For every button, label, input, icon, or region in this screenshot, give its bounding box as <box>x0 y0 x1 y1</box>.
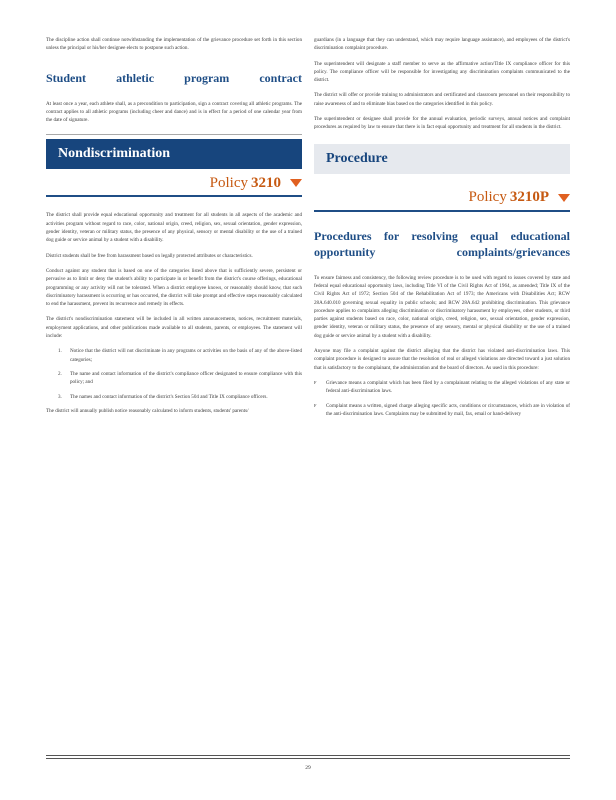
page-number: 29 <box>305 765 311 771</box>
policy-paragraph-compliance-officer: The superintendent will designate a staff member to serve as the affirmative action/Title IX compliance officer for this policy. The compliance officer will be responsible for investigating any discrimination complaints communicated to the district. <box>314 60 570 84</box>
footer-rule-top <box>46 755 570 756</box>
list-item: F Grievance means a complaint which has been filed by a complainant relating to the alleged violations of any state or federal anti-discrimination laws. <box>314 379 570 395</box>
policy-number: 3210 <box>251 174 281 191</box>
nondiscrimination-paragraph-3: Conduct against any student that is based on one of the categories listed above that is sufficiently severe, persistent or pervasive as to limit or deny the student's ability to participate in or benefit from the district's course offerings, educational programming or any activity will not be tolerated. When a district employee knows, or reasonably should know, that such discriminatory harassment is occurring or has occurred, the district will take prompt and effective steps reasonably calculated to end the harassment, prevent its recurrence and remedy its effects. <box>46 267 302 308</box>
nondiscrimination-paragraph-4: The district's nondiscrimination statement will be included in all written announcements, notices, recruitment materials, employment applications, and other publications made available to all students, parents, or employees. The statement will include: <box>46 316 302 340</box>
nondiscrimination-paragraph-1: The district shall provide equal educational opportunity and treatment for all students in all aspects of the academic and activities program without regard to race, color, national origin, creed, religion, sex, sexual orientation, gender expression, gender identity, veteran or military status, the presence of any physical, sensory or mental disability or the use of a trained dog guide or service animal by a student with a disability. <box>46 212 302 244</box>
list-item: 2. The name and contact information of the district's compliance officer designated to ensure compliance with this policy; and <box>58 370 302 386</box>
list-item: 3. The names and contact information of the district's Section 504 and Title IX compliance officers. <box>58 393 268 400</box>
policy-word: Policy <box>468 189 507 206</box>
triangle-down-icon <box>290 179 302 187</box>
definitions-list <box>314 379 570 418</box>
policy-number: 3210P <box>509 189 549 206</box>
procedure-banner: Procedure <box>314 144 570 174</box>
nondiscrimination-closing-paragraph: The district will annually publish notice reasonably calculated to inform students, students' parents/ <box>46 407 249 414</box>
policy-paragraph-training: The district will offer or provide training to administrators and certificated and classroom personnel on their responsibility to raise awareness of and to eliminate bias based on the categories identified in this policy. <box>314 92 570 107</box>
athletic-contract-heading: Student athletic program contract <box>46 70 302 85</box>
athletic-contract-paragraph: At least once a year, each athlete shall, as a precondition to participation, sign a contract covering all athletic programs. The contract applies to all athletic programs (including cheer and dance) and is in effect for a period of one calendar year from the date of signature. <box>46 100 302 124</box>
nondiscrimination-paragraph-2: District students shall be free from harassment based on legally protected attributes or characteristics. <box>46 252 253 259</box>
policy-word: Policy <box>209 174 248 191</box>
policy-paragraph-guardians: guardians (in a language that they can understand, which may require language assistance), and employees of the district's discrimination complaint procedure. <box>314 37 570 52</box>
left-column <box>46 0 302 422</box>
policy-underline <box>46 195 302 197</box>
policy-underline <box>314 210 570 212</box>
policy-3210-label <box>46 171 302 195</box>
policy-paragraph-evaluation: The superintendent or designee shall provide for the annual evaluation, periodic surveys, annual notices and complaint procedures as required by law to ensure that there is in fact equal opportunity and treatment for all students in the district. <box>314 116 570 131</box>
bullet-icon: F <box>314 402 317 408</box>
intro-paragraph: The discipline action shall continue notwithstanding the implementation of the grievance procedure set forth in this section unless the principal or his/her designee elects to postpone such action. <box>46 37 302 52</box>
right-column <box>314 0 570 424</box>
footer-rule-bottom <box>46 758 570 759</box>
list-item: 1. Notice that the district will not discriminate in any programs or activities on the basis of any of the above-listed categories; <box>58 348 302 363</box>
procedure-paragraph-2: Anyone may file a complaint against the district alleging that the district has violated anti-discrimination laws. This complaint procedure is designed to assure that the resolution of real or alleged violations are directed toward a just solution that is satisfactory to the complainant, the administration and the board of directors. As used in this procedure: <box>314 348 570 371</box>
bullet-icon: F <box>314 379 317 385</box>
section-divider <box>46 134 302 135</box>
nondiscrimination-banner: Nondiscrimination <box>46 139 302 169</box>
policy-3210p-label <box>314 186 570 210</box>
statement-list <box>58 347 302 400</box>
procedure-paragraph-1: To ensure fairness and consistency, the following review procedure is to be used with regard to issues covered by state and federal equal educational opportunity laws, including Title VI of the Civil Rights Act of 1964, as amended; Title IX of the Civil Rights Act of 1972; Section 504 of the Rehabilitation Act of 1973; the Americans with Disabilities Act; RCW 28A.640.010 governing sexual equality in public schools; and RCW 28A.642 prohibiting discrimination. This grievance procedure applies to complaints alleging discrimination or discriminatory harassment by employees, other students, or third parties against students based on race, color, national origin, creed, religion, sex, sexual orientation, gender expression, gender identity, veteran or military status, the presence of any sensory, mental or physical disability or the use of a trained dog guide or service animal by a student with a disability. <box>314 274 570 339</box>
list-item: F Complaint means a written, signed charge alleging specific acts, conditions or circumstances, which are in violation of the anti-discrimination laws. Complaints may be submitted by mail, fax, email or hand-delivery <box>314 402 570 417</box>
procedure-heading: Procedures for resolving equal educational opportunity complaints/grievances <box>314 228 570 259</box>
triangle-down-icon <box>558 194 570 202</box>
